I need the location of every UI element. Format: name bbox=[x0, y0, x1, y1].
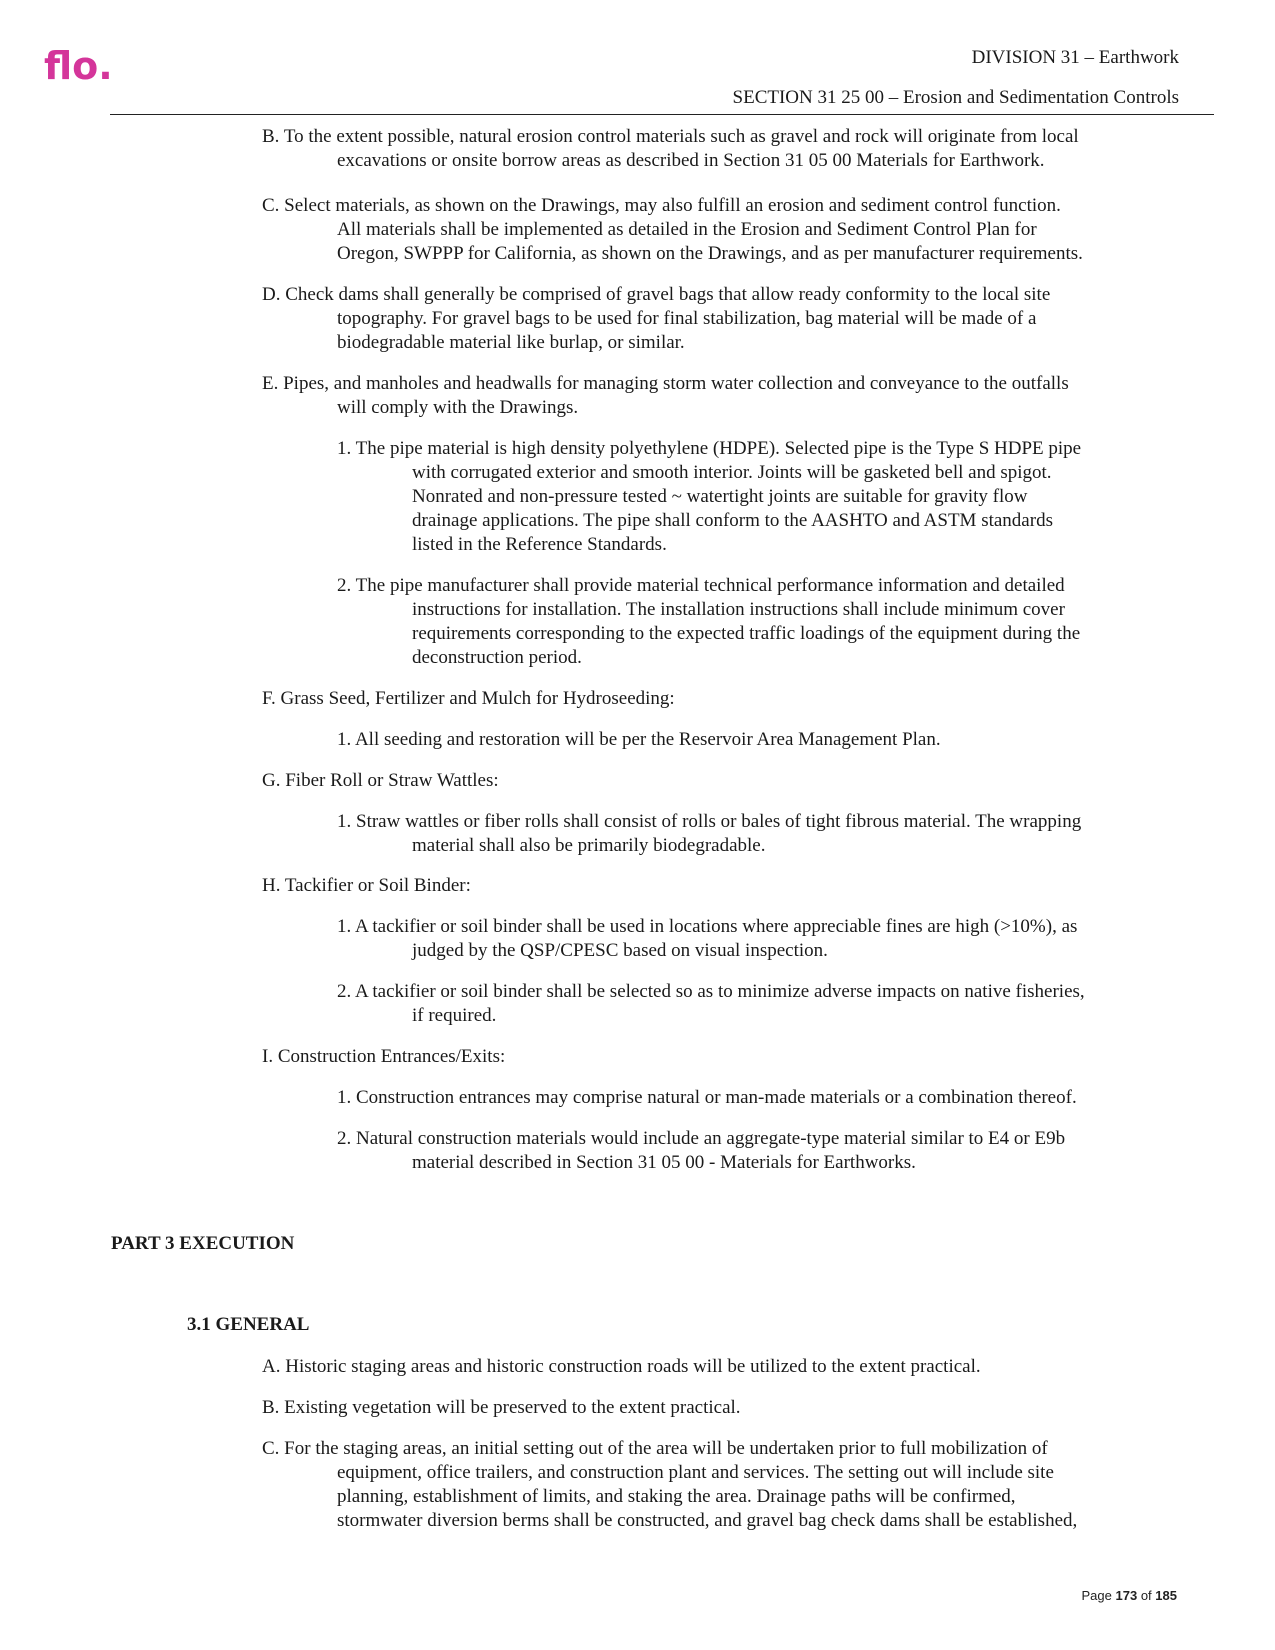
item-c-line-1: C. Select materials, as shown on the Drawings, may also fulfill an erosion and sediment control function. bbox=[262, 195, 1061, 216]
part3-item-a: A. Historic staging areas and historic construction roads will be utilized to the extent practical. bbox=[262, 1356, 981, 1377]
item-e1-line-1: 1. The pipe material is high density polyethylene (HDPE). Selected pipe is the Type S HDPE pipe bbox=[337, 438, 1082, 459]
item-e-line-2: will comply with the Drawings. bbox=[337, 397, 579, 418]
item-e1-line-5: listed in the Reference Standards. bbox=[412, 534, 667, 555]
item-e2-line-2: instructions for installation. The installation instructions shall include minimum cover bbox=[412, 599, 1065, 620]
item-e2-line-1: 2. The pipe manufacturer shall provide material technical performance information and detailed bbox=[337, 575, 1065, 596]
item-g1-line-2: material shall also be primarily biodegradable. bbox=[412, 835, 766, 856]
item-b-line-2: excavations or onsite borrow areas as described in Section 31 05 00 Materials for Earthwork. bbox=[337, 150, 1045, 171]
part3-heading: PART 3 EXECUTION bbox=[111, 1233, 295, 1254]
part3-item-c-line-3: planning, establishment of limits, and staking the area. Drainage paths will be confirmed, bbox=[337, 1486, 1016, 1507]
flo-logo-text: flo. bbox=[44, 46, 113, 86]
item-b-line-1: B. To the extent possible, natural erosion control materials such as gravel and rock will originate from local bbox=[262, 126, 1079, 147]
item-i: I. Construction Entrances/Exits: bbox=[262, 1046, 506, 1067]
item-i2-line-1: 2. Natural construction materials would include an aggregate-type material similar to E4 or E9b bbox=[337, 1128, 1066, 1149]
item-c-line-3: Oregon, SWPPP for California, as shown on the Drawings, and as per manufacturer requirements. bbox=[337, 243, 1083, 264]
item-i2-line-2: material described in Section 31 05 00 - Materials for Earthworks. bbox=[412, 1152, 916, 1173]
item-g: G. Fiber Roll or Straw Wattles: bbox=[262, 770, 499, 791]
item-d-line-2: topography. For gravel bags to be used for final stabilization, bag material will be made of a bbox=[337, 308, 1037, 329]
item-d-line-1: D. Check dams shall generally be comprised of gravel bags that allow ready conformity to the local site bbox=[262, 284, 1051, 305]
item-e-line-1: E. Pipes, and manholes and headwalls for managing storm water collection and conveyance to the outfalls bbox=[262, 373, 1069, 394]
page-of: of bbox=[1140, 1588, 1152, 1603]
division-title: DIVISION 31 – Earthwork bbox=[971, 47, 1179, 68]
flo-logo bbox=[44, 46, 144, 86]
item-h1-line-1: 1. A tackifier or soil binder shall be used in locations where appreciable fines are high (>10%), as bbox=[337, 916, 1078, 937]
header-rule bbox=[110, 114, 1214, 115]
part3-item-b: B. Existing vegetation will be preserved to the extent practical. bbox=[262, 1397, 741, 1418]
page-current: 173 bbox=[1115, 1588, 1138, 1603]
part3-item-c-line-4: stormwater diversion berms shall be constructed, and gravel bag check dams shall be established, bbox=[337, 1510, 1078, 1531]
page-number bbox=[1082, 1588, 1178, 1603]
item-h2-line-1: 2. A tackifier or soil binder shall be selected so as to minimize adverse impacts on native fisheries, bbox=[337, 981, 1085, 1002]
section-title: SECTION 31 25 00 – Erosion and Sedimentation Controls bbox=[732, 87, 1179, 108]
item-h2-line-2: if required. bbox=[412, 1005, 497, 1026]
part3-item-c-line-2: equipment, office trailers, and construction plant and services. The setting out will include site bbox=[337, 1462, 1054, 1483]
section-3-1-heading: 3.1 GENERAL bbox=[187, 1314, 310, 1335]
page-label: Page bbox=[1081, 1588, 1112, 1603]
part3-item-c-line-1: C. For the staging areas, an initial setting out of the area will be undertaken prior to full mobilization of bbox=[262, 1438, 1048, 1459]
item-i1: 1. Construction entrances may comprise natural or man-made materials or a combination thereof. bbox=[337, 1087, 1077, 1108]
item-e1-line-4: drainage applications. The pipe shall conform to the AASHTO and ASTM standards bbox=[412, 510, 1053, 531]
item-h: H. Tackifier or Soil Binder: bbox=[262, 875, 471, 896]
item-e2-line-4: deconstruction period. bbox=[412, 647, 582, 668]
item-e1-line-2: with corrugated exterior and smooth interior. Joints will be gasketed bell and spigot. bbox=[412, 462, 1052, 483]
item-g1-line-1: 1. Straw wattles or fiber rolls shall consist of rolls or bales of tight fibrous material. The wrapping bbox=[337, 811, 1082, 832]
page-total: 185 bbox=[1155, 1588, 1177, 1603]
item-f: F. Grass Seed, Fertilizer and Mulch for Hydroseeding: bbox=[262, 688, 675, 709]
item-e2-line-3: requirements corresponding to the expected traffic loadings of the equipment during the bbox=[412, 623, 1081, 644]
item-d-line-3: biodegradable material like burlap, or similar. bbox=[337, 332, 685, 353]
item-c-line-2: All materials shall be implemented as detailed in the Erosion and Sediment Control Plan for bbox=[337, 219, 1037, 240]
item-h1-line-2: judged by the QSP/CPESC based on visual inspection. bbox=[412, 940, 828, 961]
item-e1-line-3: Nonrated and non-pressure tested ~ watertight joints are suitable for gravity flow bbox=[412, 486, 1028, 507]
item-f1: 1. All seeding and restoration will be per the Reservoir Area Management Plan. bbox=[337, 729, 941, 750]
